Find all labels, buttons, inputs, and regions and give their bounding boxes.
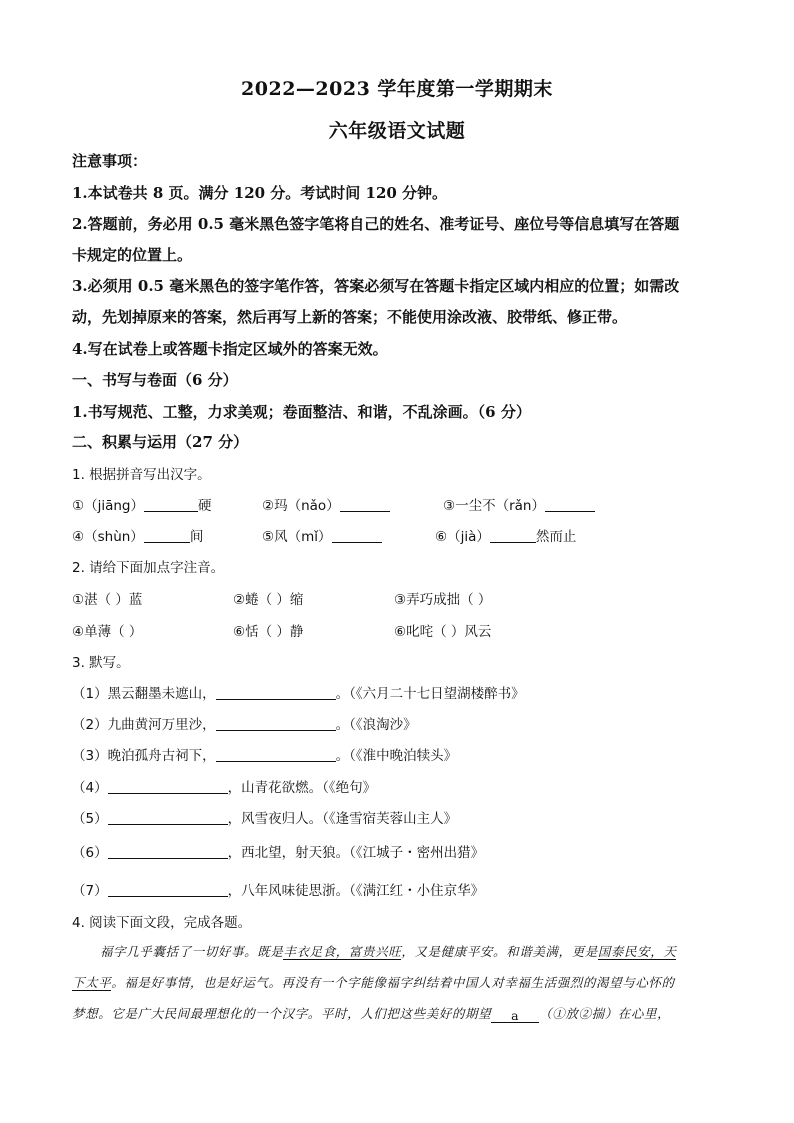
passage-text: （①放②揣）在心里， <box>539 1006 671 1021</box>
passage-line-3 <box>72 1004 722 1023</box>
q1-item-f-suffix: 然而止 <box>535 529 577 545</box>
q3-item-4-suffix: ，山青花欲燃。（《绝句》 <box>227 780 377 796</box>
q3-item-4-prefix: （4） <box>72 780 108 796</box>
q2-prompt: 2. 请给下面加点字注音。 <box>72 560 225 576</box>
passage-text: 。福是好事情，也是好运气。再没有一个字能像福字纠结着中国人对幸福生活强烈的渴望与心怀的 <box>111 975 675 990</box>
q3-item-1-prefix: （1）黑云翻墨未遮山， <box>72 686 216 702</box>
q1-item-f-label: ⑥（jià） <box>435 529 490 545</box>
q2-item-d[interactable]: ④单薄（ ） <box>72 624 143 640</box>
q3-item-5-prefix: （5） <box>72 811 108 827</box>
answer-blank[interactable] <box>144 497 198 512</box>
answer-blank[interactable] <box>545 497 595 512</box>
notice-heading: 注意事项： <box>72 152 148 170</box>
underlined-phrase: 下太平 <box>72 975 112 990</box>
q1-item-b <box>262 494 390 514</box>
passage-text: 福字几乎囊括了一切好事。既是 <box>100 944 284 959</box>
underlined-phrase: 国泰民安，天 <box>597 944 677 959</box>
q1-item-f <box>435 525 576 545</box>
q3-item-6 <box>72 841 484 861</box>
notice-item-2b: 卡规定的位置上。 <box>72 246 193 264</box>
answer-blank[interactable] <box>216 747 336 762</box>
answer-blank-a[interactable] <box>491 1008 539 1023</box>
q3-item-5-suffix: ，风雪夜归人。（《逢雪宿芙蓉山主人》 <box>227 811 458 827</box>
q3-item-3-prefix: （3）晚泊孤舟古祠下， <box>72 748 216 764</box>
q3-item-1-suffix: 。（《六月二十七日望湖楼醉书》 <box>335 686 525 702</box>
blank-label: a <box>511 1008 520 1023</box>
q3-item-7-prefix: （7） <box>72 883 108 899</box>
answer-blank[interactable] <box>108 779 228 794</box>
q3-item-1 <box>72 682 525 702</box>
q1-item-c-label: ③一尘不（rǎn） <box>443 498 545 514</box>
answer-blank[interactable] <box>490 528 536 543</box>
notice-item-1: 1.本试卷共 8 页。满分 120 分。考试时间 120 分钟。 <box>72 184 448 202</box>
notice-item-3b: 动，先划掉原来的答案，然后再写上新的答案；不能使用涂改液、胶带纸、修正带。 <box>72 308 628 326</box>
notice-item-4: 4.写在试卷上或答题卡指定区域外的答案无效。 <box>72 340 388 358</box>
answer-blank[interactable] <box>340 497 390 512</box>
exam-title: 2022—2023 学年度第一学期期末 <box>241 78 553 100</box>
q3-prompt: 3. 默写。 <box>72 655 130 671</box>
section-1-question: 1.书写规范、工整，力求美观；卷面整洁、和谐，不乱涂画。（6 分） <box>72 403 531 421</box>
q3-item-6-prefix: （6） <box>72 845 108 861</box>
q1-item-d-suffix: 间 <box>189 529 204 545</box>
q1-item-e <box>262 525 382 545</box>
q3-item-3 <box>72 744 457 764</box>
passage-line-1 <box>72 942 750 960</box>
notice-item-3a: 3.必须用 0.5 毫米黑色的签字笔作答，答案必须写在答题卡指定区域内相应的位置；如需改 <box>72 277 680 295</box>
q3-item-7-suffix: ，八年风味徒思浙。（《满江红・小住京华》 <box>227 883 485 899</box>
q1-item-a-label: ①（jiāng） <box>72 498 145 514</box>
q2-item-b[interactable]: ②蜷（ ）缩 <box>233 592 304 608</box>
answer-blank[interactable] <box>332 528 382 543</box>
q3-item-3-suffix: 。（《淮中晚泊犊头》 <box>335 748 458 764</box>
answer-blank[interactable] <box>144 528 190 543</box>
section-2-heading: 二、积累与运用（27 分） <box>72 433 249 451</box>
q2-item-a[interactable]: ①湛（ ）蓝 <box>72 592 143 608</box>
answer-blank[interactable] <box>108 844 228 859</box>
q3-item-6-suffix: ，西北望，射天狼。（《江城子・密州出猎》 <box>227 845 485 861</box>
section-1-heading: 一、书写与卷面（6 分） <box>72 371 238 389</box>
q3-item-2-suffix: 。（《浪淘沙》 <box>335 717 417 733</box>
q1-prompt: 1. 根据拼音写出汉字。 <box>72 467 211 483</box>
q1-item-d-label: ④（shùn） <box>72 529 144 545</box>
q1-item-b-label: ②玛（nǎo） <box>262 498 340 514</box>
q2-item-c[interactable]: ③弄巧成拙（ ） <box>394 592 492 608</box>
passage-text: ，又是健康平安。和谐美满，更是 <box>401 944 598 959</box>
q3-item-2-prefix: （2）九曲黄河万里沙， <box>72 717 216 733</box>
q1-item-a <box>72 494 212 514</box>
q3-item-5 <box>72 807 457 827</box>
answer-blank[interactable] <box>108 882 228 897</box>
passage-text: 梦想。它是广大民间最理想化的一个汉字。平时，人们把这些美好的期望 <box>72 1006 492 1021</box>
answer-blank[interactable] <box>216 685 336 700</box>
exam-subtitle: 六年级语文试题 <box>328 120 466 142</box>
q3-item-4 <box>72 776 376 796</box>
q1-item-d <box>72 525 203 545</box>
q4-prompt: 4. 阅读下面文段，完成各题。 <box>72 915 252 931</box>
q1-item-a-suffix: 硬 <box>198 498 212 514</box>
q3-item-7 <box>72 879 484 899</box>
passage-line-2 <box>72 973 722 991</box>
q1-item-c <box>443 494 595 514</box>
notice-item-2a: 2.答题前，务必用 0.5 毫米黑色签字笔将自己的姓名、准考证号、座位号等信息填写在答题 <box>72 215 680 233</box>
underlined-phrase: 丰衣足食，富贵兴旺 <box>283 944 402 959</box>
answer-blank[interactable] <box>108 810 228 825</box>
q2-item-e[interactable]: ⑥恬（ ）静 <box>233 624 304 640</box>
answer-blank[interactable] <box>216 716 336 731</box>
q2-item-f[interactable]: ⑥叱咤（ ）风云 <box>394 624 492 640</box>
q1-item-e-label: ⑤风（mǐ） <box>262 529 332 545</box>
q3-item-2 <box>72 713 417 733</box>
